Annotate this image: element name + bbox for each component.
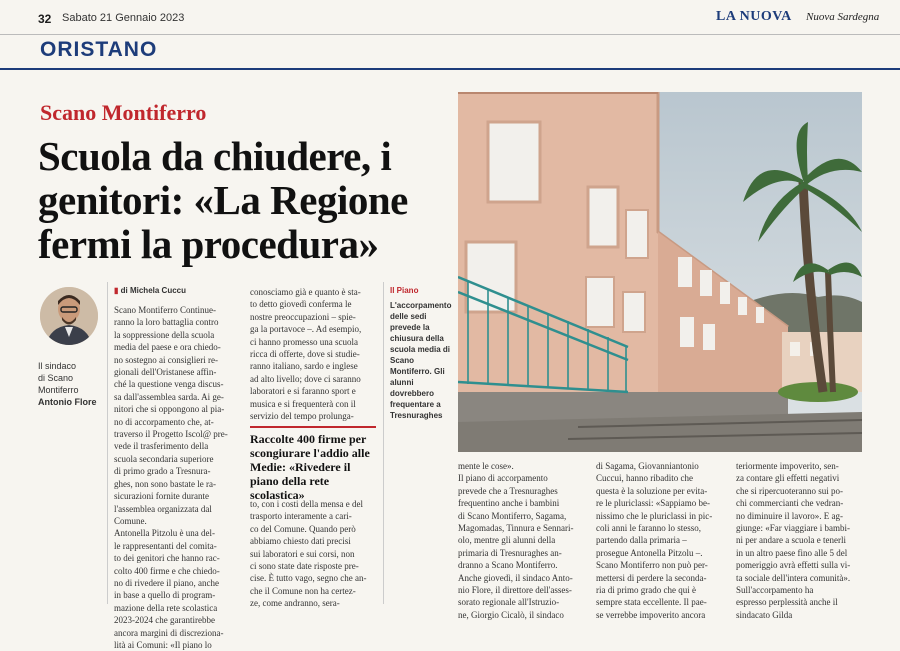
text-line: ci hanno promesso una scuola xyxy=(250,336,358,347)
text-line: ghes, non sono bastate le ra- xyxy=(114,478,216,489)
text-line: prosegue Antonella Pitzolu –. xyxy=(596,547,703,558)
text-line: laboratori e si faranno sport e xyxy=(250,386,356,397)
text-line: re le pluriclassi: «Sappiamo be- xyxy=(596,498,710,509)
column-rule xyxy=(383,282,384,604)
article-column-2b xyxy=(250,498,376,610)
text-line: nostre preoccupazioni – spie- xyxy=(250,311,356,322)
text-line: Scano Montiferro Continue- xyxy=(114,305,216,315)
text-line: Sull'accorpamento ha xyxy=(736,585,814,596)
text-line: ché la questione venga discus- xyxy=(114,379,224,390)
text-line: Magomadas, Tinnura e Sennari- xyxy=(458,523,574,534)
text-line: in un altro paese fino alle 5 del xyxy=(736,547,848,558)
sidebar-rule xyxy=(250,426,376,428)
column-rule xyxy=(107,282,108,604)
text-line: za contare gli effetti negativi xyxy=(736,473,840,484)
text-line: to, con i costi della mensa e del xyxy=(250,499,363,509)
text-line: sorato regionale all'Istruzio- xyxy=(458,597,560,608)
text-line: musica e si frequenterà con il xyxy=(250,398,356,409)
sidebar-headline: Raccolte 400 firme per scongiurare l'addio alle Medie: «Rivedere il piano della rete scolastica» xyxy=(250,432,370,502)
text-line: Cuccui, hanno ribadito che xyxy=(596,473,693,484)
text-line: prevede che a Tresnuraghes xyxy=(458,485,558,496)
text-line: olo, mentre gli alunni della xyxy=(458,535,556,546)
byline-marker: ▮ xyxy=(114,286,121,295)
text-line: se verrebbe impoverito ancora xyxy=(596,609,706,620)
text-line: no sostegno ai consiglieri re- xyxy=(114,354,218,365)
text-line: le rappresentanti del comita- xyxy=(114,540,217,551)
text-line: coli anni le faranno lo stesso, xyxy=(596,523,701,534)
text-line: in base a quello di program- xyxy=(114,590,216,601)
text-line: pomeriggio avrà effetti sulla vi- xyxy=(736,560,851,571)
text-line: sui laboratori e sui corsi, non xyxy=(250,548,355,559)
byline-author: Michela Cuccu xyxy=(129,286,186,295)
text-line: media del paese e ora chiedo- xyxy=(114,342,221,353)
text-line: frequentino anche i bambini xyxy=(458,498,560,509)
text-line: servizio del tempo prolunga- xyxy=(250,411,354,422)
article-headline: Scuola da chiudere, i genitori: «La Regione fermi la procedura» xyxy=(38,133,408,267)
text-line: colto 400 firme e che chiedo- xyxy=(114,565,220,576)
text-line: di primo grado a Tresnura- xyxy=(114,466,211,477)
page-number: 32 xyxy=(38,12,52,26)
text-line: nio Flore, il direttore dell'asses- xyxy=(458,585,572,596)
newspaper-logo: LA NUOVA xyxy=(716,9,792,24)
text-line: teriormente impoverito, sen- xyxy=(736,461,839,471)
section-divider xyxy=(0,68,900,70)
article-column-3 xyxy=(458,460,586,621)
text-line: chi commercianti che vedran- xyxy=(736,498,844,509)
byline xyxy=(114,286,186,295)
text-line: ad alto livello; dove ci saranno xyxy=(250,373,361,384)
text-line: di Sagama, Giovanniantonio xyxy=(596,461,699,471)
text-line: no diminuire il lavoro». E ag- xyxy=(736,510,843,521)
text-line: ricca di offerte, dove si studie- xyxy=(250,349,360,360)
box-tag: Il Piano xyxy=(390,286,419,295)
text-line: vede il trasferimento della xyxy=(114,441,209,452)
text-line: Il piano di accorpamento xyxy=(458,473,548,484)
text-line: primaria di Tresnuraghes an- xyxy=(458,547,562,558)
text-line: ranno italiano, sardo e inglese xyxy=(250,361,358,372)
text-line: partendo dalla primaria – xyxy=(596,535,687,546)
text-line: abbiamo chiesto dati precisi xyxy=(250,536,351,547)
text-line: ancora margini di discreziona- xyxy=(114,627,224,638)
article-column-1 xyxy=(114,304,242,651)
text-line: ci sono state date risposte pre- xyxy=(250,561,359,572)
mayor-portrait xyxy=(40,287,98,345)
newspaper-logo-sub: Nuova Sardegna xyxy=(806,11,880,23)
text-line: to detto giovedì conferma le xyxy=(250,299,352,310)
text-line: ta sociale dell'intera comunità». xyxy=(736,572,851,583)
text-line: nissimo che le pluriclassi in pic- xyxy=(596,510,713,521)
text-line: lità ai Comuni: «Il piano lo xyxy=(114,639,212,650)
text-line: questa è la soluzione per evita- xyxy=(596,485,708,496)
text-line: l'assemblea organizzata dal xyxy=(114,503,212,514)
text-line: 2023-2024 che garantirebbe xyxy=(114,615,215,626)
caption-name: Antonio Flore xyxy=(38,397,97,407)
caption-line: Il sindaco xyxy=(38,361,77,371)
text-line: Antonella Pitzolu è una del- xyxy=(114,528,215,539)
text-line: gionali dell'Oristanese affin- xyxy=(114,367,217,378)
text-line: sicurazioni fornite durante xyxy=(114,491,209,502)
text-line: ne, Giorgio Cicalò, il sindaco xyxy=(458,609,564,620)
text-line: di Scano Montiferro, Sagama, xyxy=(458,510,567,521)
text-line: sa dall'assemblea sarda. Ai ge- xyxy=(114,391,224,402)
portrait-caption xyxy=(38,360,104,408)
text-line: no di accorpamento che, at- xyxy=(114,416,214,427)
school-building-photo xyxy=(458,92,862,452)
text-line: nitori che si oppongono al pia- xyxy=(114,404,225,415)
article-column-2 xyxy=(250,286,376,422)
text-line: co del Comune. Quando però xyxy=(250,523,356,534)
text-line: che il Comune non ha certez- xyxy=(250,585,356,596)
text-line: ze, come andranno, sera- xyxy=(250,598,340,609)
caption-line: Montiferro xyxy=(38,385,79,395)
text-line: no di rivedere il piano, anche xyxy=(114,577,219,588)
text-line: Scano Montiferro non può per- xyxy=(596,560,708,571)
text-line: dranno a Scano Montiferro. xyxy=(458,560,558,571)
box-text: L'accorpamento delle sedi prevede la chiusura della scuola media di Scano Montiferro. Gli alunni dovrebbero frequentare a Tresnuraghes xyxy=(390,301,452,420)
text-line: sempre stata eccellente. Il pae- xyxy=(596,597,707,608)
text-line: trasporto interamente a cari- xyxy=(250,511,352,522)
text-line: ni per andare a scuola e tenerli xyxy=(736,535,846,546)
text-line: Anche giovedì, il sindaco Anto- xyxy=(458,572,573,583)
text-line: espresso perplessità anche il xyxy=(736,597,838,608)
text-line: mettersi di perdere la seconda- xyxy=(596,572,707,583)
text-line: conosciamo già e quanto è sta- xyxy=(250,287,361,297)
text-line: ga la portavoce –. Ad esempio, xyxy=(250,324,362,335)
section-title: ORISTANO xyxy=(40,38,158,61)
text-line: ria di primo grado che qui è xyxy=(596,585,696,596)
text-line: to dei genitori che hanno rac- xyxy=(114,553,220,564)
text-line: mazione della rete scolastica xyxy=(114,602,218,613)
text-line: Comune. xyxy=(114,515,147,526)
issue-date: Sabato 21 Gennaio 2023 xyxy=(62,12,185,24)
text-line: cise. È tutto vago, segno che an- xyxy=(250,573,367,584)
article-column-4 xyxy=(596,460,724,621)
text-line: ranno la loro battaglia contro xyxy=(114,317,219,328)
article-column-5 xyxy=(736,460,862,621)
text-line: sindacato Gilda xyxy=(736,609,793,620)
text-line: traverso il Progetto Iscol@ pre- xyxy=(114,429,228,440)
text-line: che si ripercuoteranno sui po- xyxy=(736,485,843,496)
text-line: mente le cose». xyxy=(458,461,514,471)
byline-prefix: di xyxy=(120,286,128,295)
article-kicker: Scano Montiferro xyxy=(40,100,207,125)
text-line: la soppressione della scuola xyxy=(114,329,215,340)
caption-line: di Scano xyxy=(38,373,74,383)
text-line: giunge: «Far viaggiare i bambi- xyxy=(736,523,850,534)
text-line: scuola secondaria superiore xyxy=(114,453,214,464)
